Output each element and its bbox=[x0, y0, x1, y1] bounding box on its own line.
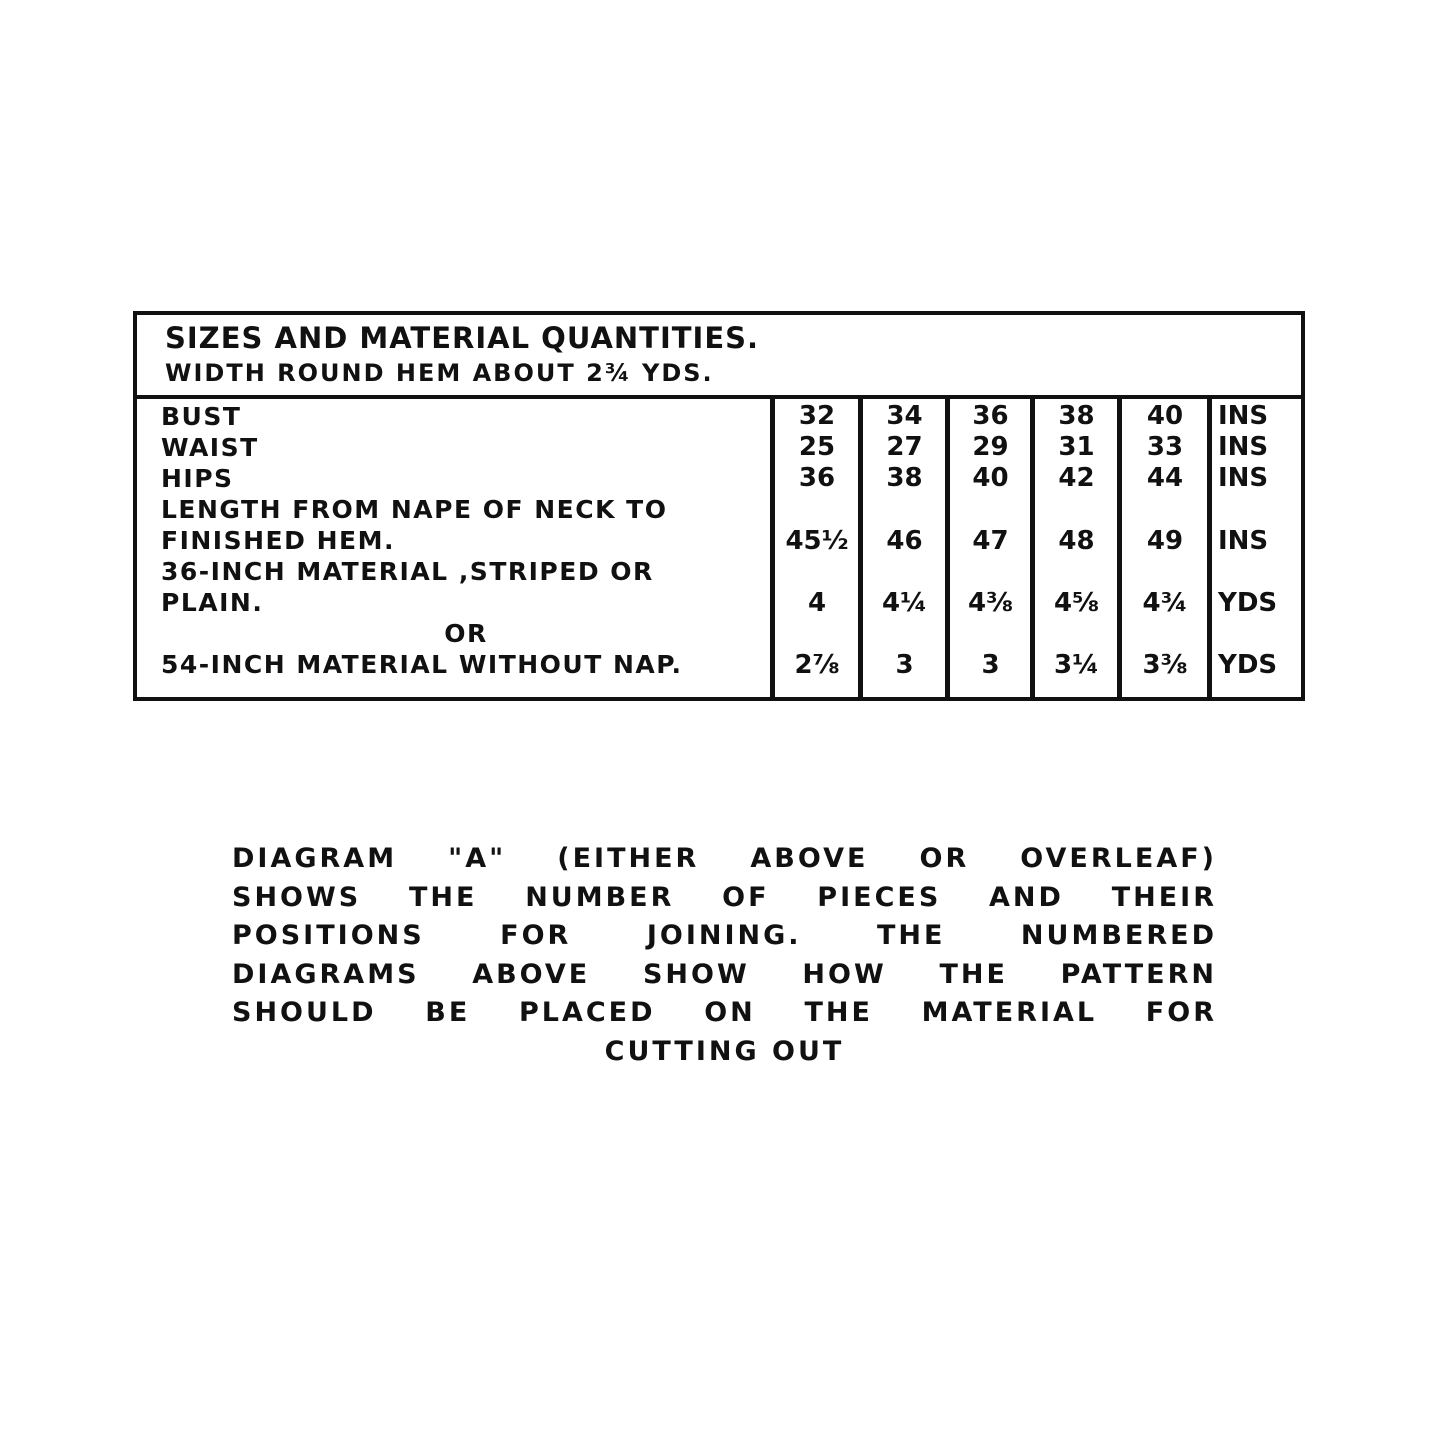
sizes-table bbox=[133, 311, 1305, 701]
hips-value: 38 bbox=[886, 463, 923, 493]
label-36-inch-2: PLAIN. bbox=[161, 588, 264, 617]
hem-width-note: WIDTH ROUND HEM ABOUT 2¾ YDS. bbox=[165, 359, 714, 387]
instruction-line: DIAGRAM "A" (EITHER ABOVE OR OVERLEAF) bbox=[232, 843, 1217, 874]
bust-value: 34 bbox=[886, 401, 923, 431]
material-54-value: 3¼ bbox=[1053, 650, 1099, 680]
diagram-instructions bbox=[232, 840, 1217, 1071]
label-length-1: LENGTH FROM NAPE OF NECK TO bbox=[161, 495, 668, 524]
material-36-value: 4 bbox=[807, 588, 827, 618]
unit-waist: INS bbox=[1218, 432, 1269, 462]
table-title: SIZES AND MATERIAL QUANTITIES. bbox=[165, 321, 760, 355]
material-54-value: 3⅜ bbox=[1142, 650, 1188, 680]
table-header bbox=[137, 315, 1301, 399]
bust-value: 40 bbox=[1146, 401, 1184, 431]
material-54-value: 3 bbox=[981, 650, 1000, 680]
label-36-inch-1: 36-INCH MATERIAL ,STRIPED OR bbox=[161, 557, 654, 586]
bust-value: 32 bbox=[798, 401, 836, 431]
length-value: 48 bbox=[1058, 526, 1095, 556]
bust-value: 38 bbox=[1058, 401, 1095, 431]
hips-value: 40 bbox=[972, 463, 1009, 493]
unit-bust: INS bbox=[1218, 401, 1269, 431]
waist-value: 29 bbox=[972, 432, 1009, 462]
hips-value: 44 bbox=[1146, 463, 1184, 493]
label-or: OR bbox=[444, 619, 488, 648]
size-column-36 bbox=[945, 395, 1031, 697]
instruction-line: CUTTING OUT bbox=[604, 1035, 845, 1067]
size-column-40 bbox=[1117, 395, 1208, 697]
length-value: 46 bbox=[886, 526, 923, 556]
row-labels bbox=[161, 401, 771, 680]
units-column bbox=[1207, 395, 1305, 697]
instruction-line: SHOULD BE PLACED ON THE MATERIAL FOR bbox=[232, 997, 1217, 1028]
bust-value: 36 bbox=[972, 401, 1009, 431]
label-length-2: FINISHED HEM. bbox=[161, 526, 395, 555]
hips-value: 42 bbox=[1058, 463, 1095, 493]
material-36-value: 4⅝ bbox=[1053, 588, 1099, 618]
waist-value: 31 bbox=[1058, 432, 1095, 462]
size-column-32 bbox=[770, 395, 859, 697]
waist-value: 27 bbox=[886, 432, 923, 462]
material-36-value: 4⅜ bbox=[967, 588, 1013, 618]
length-value: 49 bbox=[1146, 526, 1184, 556]
label-54-inch: 54-INCH MATERIAL WITHOUT NAP. bbox=[161, 650, 683, 679]
material-54-value: 2⅞ bbox=[794, 650, 840, 680]
label-hips: HIPS bbox=[161, 464, 234, 493]
material-36-value: 4¼ bbox=[881, 588, 927, 618]
material-36-value: 4¾ bbox=[1142, 588, 1188, 618]
label-bust: BUST bbox=[161, 402, 242, 431]
size-column-34 bbox=[858, 395, 946, 697]
waist-value: 25 bbox=[798, 432, 836, 462]
unit-length: INS bbox=[1218, 526, 1269, 556]
hips-value: 36 bbox=[798, 463, 836, 493]
instruction-line: SHOWS THE NUMBER OF PIECES AND THEIR bbox=[232, 881, 1217, 913]
unit-material-54: YDS bbox=[1218, 650, 1278, 680]
unit-hips: INS bbox=[1218, 463, 1269, 493]
size-column-38 bbox=[1030, 395, 1118, 697]
unit-material-36: YDS bbox=[1218, 588, 1278, 618]
length-value: 47 bbox=[972, 526, 1009, 556]
instruction-line: POSITIONS FOR JOINING. THE NUMBERED bbox=[232, 920, 1217, 951]
material-54-value: 3 bbox=[895, 650, 914, 680]
table-body bbox=[137, 395, 1301, 697]
instruction-line: DIAGRAMS ABOVE SHOW HOW THE PATTERN bbox=[232, 958, 1217, 990]
label-waist: WAIST bbox=[161, 433, 259, 462]
length-value: 45½ bbox=[785, 526, 849, 556]
waist-value: 33 bbox=[1146, 432, 1184, 462]
